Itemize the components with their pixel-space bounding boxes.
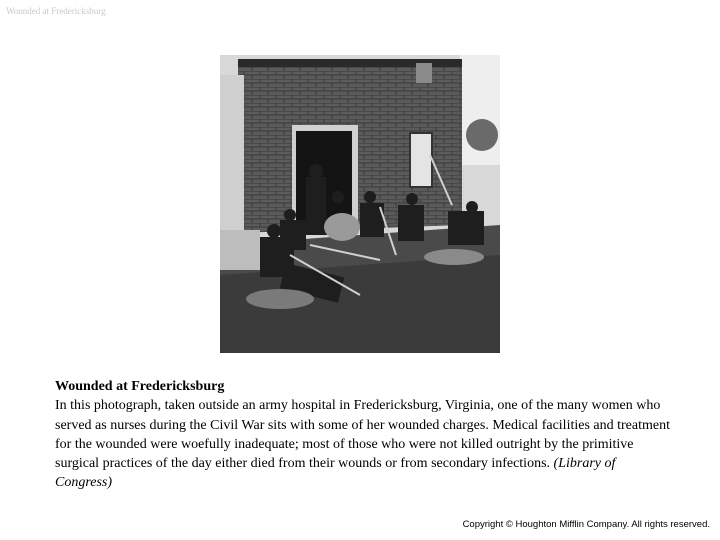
caption-title: Wounded at Fredericksburg bbox=[55, 379, 225, 394]
caption-credit: (Library of Congress) bbox=[55, 456, 616, 491]
photo-caption bbox=[55, 377, 675, 493]
historical-photo bbox=[220, 55, 500, 353]
slide-header-title: Wounded at Fredericksburg bbox=[6, 6, 106, 16]
caption-body: In this photograph, taken outside an army hospital in Fredericksburg, Virginia, one of the many women who served as nurses during the Civil War sits with some of her wounded charges. Medical facilities and treatment for the wounded were woefully inadequate; most of those who were not killed outright by the primitive surgical practices of the day either died from their wounds or from secondary infections. bbox=[55, 398, 670, 472]
copyright-notice: Copyright © Houghton Mifflin Company. All rights reserved. bbox=[462, 519, 710, 530]
photo-illustration bbox=[220, 55, 500, 353]
